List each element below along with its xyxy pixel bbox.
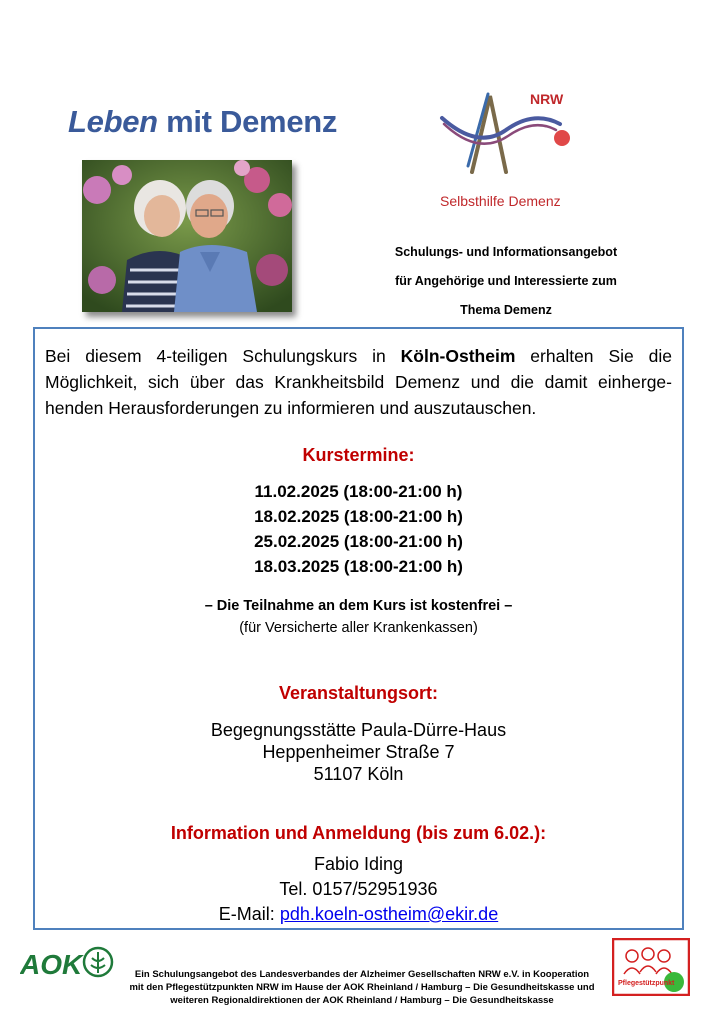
fee-line: – Die Teilnahme an dem Kurs ist kostenfrei – [204, 598, 513, 614]
couple-photo [82, 160, 292, 312]
course-info-box [33, 327, 684, 930]
date-item: 18.02.2025 (18:00-21:00 h) [254, 507, 463, 526]
logo-caption: Selbsthilfe Demenz [440, 193, 561, 209]
venue-street: Heppenheimer Straße 7 [262, 742, 455, 762]
contact-heading: Information und Anmeldung (bis zum 6.02.): [170, 823, 547, 843]
intro-line: für Angehörige und Interessierte zum [395, 274, 617, 288]
page-title [68, 104, 337, 140]
description-text: erhalten Sie die Möglichkeit, sich über das Krankheitsbild Demenz und die damit einherge-henden Herausforderungen zu informieren und auszutauschen. [45, 346, 672, 418]
aok-wordmark: AOK [20, 949, 83, 980]
date-item: 11.02.2025 (18:00-21:00 h) [254, 482, 463, 501]
fee-note: (für Versicherte aller Krankenkassen) [239, 620, 478, 636]
aok-logo [20, 946, 115, 980]
footer-line: Ein Schulungsangebot des Landesverbandes der Alzheimer Gesellschaften NRW e.V. in Kooperation [134, 969, 590, 980]
title-italic: Leben [68, 104, 158, 139]
email-label: E-Mail: [218, 904, 280, 924]
title-rest: mit Demenz [157, 104, 338, 139]
course-location: Köln-Ostheim [400, 346, 516, 366]
footer-line: weiteren Regionaldirektionen der AOK Rheinland / Hamburg – Die Gesundheitskasse [170, 995, 554, 1006]
selbsthilfe-logo [438, 84, 588, 184]
contact-name: Fabio Iding [313, 854, 404, 874]
footer-text [112, 968, 612, 1007]
venue-name: Begegnungsstätte Paula-Dürre-Haus [210, 720, 507, 740]
email-link[interactable]: pdh.koeln-ostheim@ekir.de [279, 904, 499, 924]
pflegestuetzpunkt-logo [612, 938, 690, 996]
description-text: Bei diesem 4-teiligen Schulungskurs in [45, 346, 401, 366]
contact-phone: Tel. 0157/52951936 [279, 879, 438, 899]
dates-heading: Kurstermine: [302, 445, 415, 465]
contact-details [35, 852, 682, 927]
intro-line: Schulungs- und Informationsangebot [394, 245, 618, 259]
venue-heading: Veranstaltungsort: [278, 683, 439, 703]
date-item: 18.03.2025 (18:00-21:00 h) [254, 557, 463, 576]
contact-email-row [35, 902, 682, 927]
pflege-wordmark: Pflegestützpunkt [618, 980, 675, 987]
dates-list [35, 479, 682, 579]
course-description [45, 343, 672, 421]
date-item: 25.02.2025 (18:00-21:00 h) [254, 532, 463, 551]
intro-text [372, 238, 640, 325]
intro-line: Thema Demenz [460, 303, 552, 317]
venue-city: 51107 Köln [313, 764, 404, 784]
footer-line: mit den Pflegestützpunkten NRW im Hause der AOK Rheinland / Hamburg – Die Gesundheitskasse und [129, 982, 595, 993]
venue-address [35, 719, 682, 785]
nrw-badge: NRW [530, 91, 564, 107]
